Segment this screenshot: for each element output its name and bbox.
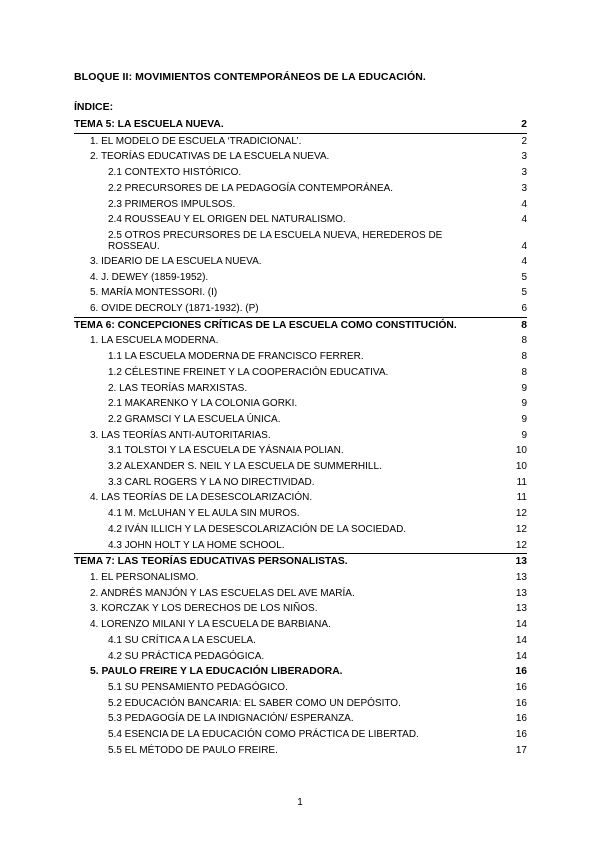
toc-entry xyxy=(74,696,527,712)
toc-page-number: 5 xyxy=(521,271,527,283)
toc-entry xyxy=(74,165,527,181)
toc-page-number: 8 xyxy=(521,335,527,347)
toc-entry-label: 1. EL MODELO DE ESCUELA ‘TRADICIONAL’. xyxy=(90,135,302,147)
toc-entry xyxy=(74,270,527,286)
toc-page-number: 13 xyxy=(515,603,527,615)
toc-page-number: 14 xyxy=(515,619,527,631)
toc-entry xyxy=(74,396,527,412)
toc-page-number: 11 xyxy=(516,492,527,504)
toc-page-number: 12 xyxy=(515,539,527,551)
toc-entry xyxy=(74,490,527,506)
toc-entry xyxy=(74,134,527,150)
toc-page-number: 4 xyxy=(521,214,527,226)
toc-entry xyxy=(74,212,527,228)
toc-entry xyxy=(74,601,527,617)
toc-page-number: 16 xyxy=(515,713,527,725)
toc-entry-label: 3.2 ALEXANDER S. NEIL Y LA ESCUELA DE SUMMERHILL. xyxy=(108,461,382,473)
toc-page-number: 14 xyxy=(515,634,527,646)
toc-entry-label: 5.1 SU PENSAMIENTO PEDAGÓGICO. xyxy=(108,681,288,693)
toc-entry-label: 3. KORCZAK Y LOS DERECHOS DE LOS NIÑOS. xyxy=(90,603,318,615)
toc-entry-label: 4. J. DEWEY (1859-1952). xyxy=(90,271,209,283)
toc-entry xyxy=(74,711,527,727)
toc-entry-label: 2.2 PRECURSORES DE LA PEDAGOGÍA CONTEMPORÁNEA. xyxy=(108,182,394,194)
toc-page-number: 8 xyxy=(521,319,527,331)
index-heading: ÍNDICE: xyxy=(74,101,114,113)
toc-page-number: 6 xyxy=(521,303,527,315)
toc-entry-label: 1. EL PERSONALISMO. xyxy=(90,571,199,583)
toc-page-number: 3 xyxy=(521,182,527,194)
toc-entry-label: 1. LA ESCUELA MODERNA. xyxy=(90,335,219,347)
toc-entry xyxy=(74,365,527,381)
toc-entry-label: 5.2 EDUCACIÓN BANCARIA: EL SABER COMO UN DEPÓSITO. xyxy=(108,697,401,709)
toc-entry-label: 2. LAS TEORÍAS MARXISTAS. xyxy=(108,382,248,394)
toc-entry-label: 1.1 LA ESCUELA MODERNA DE FRANCISCO FERRER. xyxy=(108,351,364,363)
toc-entry xyxy=(74,149,527,165)
toc-entry-label: 3.3 CARL ROGERS Y LA NO DIRECTIVIDAD. xyxy=(108,476,315,488)
toc-page-number: 9 xyxy=(521,382,527,394)
toc-entry-label: 2.1 CONTEXTO HISTÓRICO. xyxy=(108,167,242,179)
toc-page-number: 8 xyxy=(521,351,527,363)
toc-entry-label: 4.1 M. McLUHAN Y EL AULA SIN MUROS. xyxy=(108,508,300,520)
toc-entry-label: TEMA 6: CONCEPCIONES CRÍTICAS DE LA ESCUELA COMO CONSTITUCIÓN. xyxy=(74,319,457,331)
toc-page-number: 2 xyxy=(521,135,527,147)
toc-entry-label: 2.5 OTROS PRECURSORES DE LA ESCUELA NUEVA, HEREDEROS DE ROSSEAU. xyxy=(108,229,443,253)
toc-page-number: 3 xyxy=(521,167,527,179)
toc-entry-label: 5. MARÍA MONTESSORI. (I) xyxy=(90,287,218,299)
toc-entry-label: 4.3 JOHN HOLT Y LA HOME SCHOOL. xyxy=(108,539,285,551)
toc-entry xyxy=(74,412,527,428)
toc-entry xyxy=(74,197,527,213)
toc-page-number: 13 xyxy=(515,556,527,568)
toc-entry xyxy=(74,285,527,301)
toc-entry xyxy=(74,381,527,397)
toc-page-number: 4 xyxy=(521,255,527,267)
table-of-contents xyxy=(74,117,527,758)
toc-page-number: 13 xyxy=(515,587,527,599)
toc-page-number: 3 xyxy=(521,151,527,163)
toc-entry xyxy=(74,649,527,665)
toc-entry xyxy=(74,349,527,365)
toc-entry xyxy=(74,586,527,602)
toc-entry xyxy=(74,522,527,538)
toc-entry xyxy=(74,333,527,349)
toc-entry-label: 6. OVIDE DECROLY (1871-1932). (P) xyxy=(90,303,259,315)
toc-page-number: 16 xyxy=(515,729,527,741)
toc-entry-label: 4.2 SU PRÁCTICA PEDAGÓGICA. xyxy=(108,650,265,662)
toc-page-number: 13 xyxy=(515,571,527,583)
toc-entry xyxy=(74,743,527,759)
toc-page-number: 10 xyxy=(515,461,527,473)
toc-entry-label: TEMA 5: LA ESCUELA NUEVA. xyxy=(74,119,224,130)
toc-page-number: 5 xyxy=(521,287,527,299)
toc-entry xyxy=(74,459,527,475)
toc-entry-label: 4.2 IVÁN ILLICH Y LA DESESCOLARIZACIÓN DE LA SOCIEDAD. xyxy=(108,523,407,535)
toc-entry-label: 4.1 SU CRÍTICA A LA ESCUELA. xyxy=(108,634,256,646)
toc-entry-label: 2. ANDRÉS MANJÓN Y LAS ESCUELAS DEL AVE MARÍA. xyxy=(90,587,355,599)
toc-entry-label: 2.3 PRIMEROS IMPULSOS. xyxy=(108,198,236,210)
toc-entry xyxy=(74,633,527,649)
toc-page-number: 16 xyxy=(515,681,527,693)
toc-entry xyxy=(74,680,527,696)
toc-entry xyxy=(74,664,527,680)
toc-entry xyxy=(74,254,527,270)
toc-entry-label: 3. IDEARIO DE LA ESCUELA NUEVA. xyxy=(90,255,262,267)
toc-page-number: 14 xyxy=(515,650,527,662)
toc-entry xyxy=(74,443,527,459)
toc-entry-label: 4. LAS TEORÍAS DE LA DESESCOLARIZACIÓN. xyxy=(90,492,313,504)
toc-chapter-entry xyxy=(74,317,527,334)
toc-entry xyxy=(74,570,527,586)
toc-entry-label: 2.1 MAKARENKO Y LA COLONIA GORKI. xyxy=(108,398,298,410)
toc-page-number: 16 xyxy=(515,697,527,709)
toc-entry-label: 5.4 ESENCIA DE LA EDUCACIÓN COMO PRÁCTICA DE LIBERTAD. xyxy=(108,729,419,741)
toc-entry xyxy=(74,301,527,317)
toc-page-number: 12 xyxy=(515,508,527,520)
toc-page-number: 9 xyxy=(521,429,527,441)
toc-entry-label: 5. PAULO FREIRE Y LA EDUCACIÓN LIBERADORA. xyxy=(90,666,343,678)
toc-page-number: 16 xyxy=(515,666,527,678)
toc-entry-label: 5.5 EL MÉTODO DE PAULO FREIRE. xyxy=(108,744,278,756)
toc-entry-label: 1.2 CÉLESTINE FREINET Y LA COOPERACIÓN EDUCATIVA. xyxy=(108,366,389,378)
toc-page-number: 2 xyxy=(521,119,527,130)
toc-entry-label: 2.2 GRAMSCI Y LA ESCUELA ÚNICA. xyxy=(108,413,281,425)
toc-page-number: 9 xyxy=(521,413,527,425)
toc-chapter-entry xyxy=(74,117,527,134)
toc-entry-label: 2.4 ROUSSEAU Y EL ORIGEN DEL NATURALISMO. xyxy=(108,214,346,226)
toc-entry-label: 2. TEORÍAS EDUCATIVAS DE LA ESCUELA NUEVA. xyxy=(90,151,330,163)
toc-page-number: 4 xyxy=(521,241,527,253)
toc-entry xyxy=(74,538,527,554)
toc-page-number: 11 xyxy=(516,476,527,488)
toc-entry-label: 3.1 TOLSTOI Y LA ESCUELA DE YÁSNAIA POLIAN. xyxy=(108,445,344,457)
toc-chapter-entry xyxy=(74,553,527,570)
document-title: BLOQUE II: MOVIMIENTOS CONTEMPORÁNEOS DE LA EDUCACIÓN. xyxy=(74,71,426,83)
toc-entry-label: 3. LAS TEORÍAS ANTI-AUTORITARIAS. xyxy=(90,429,271,441)
page-number: 1 xyxy=(297,797,303,808)
toc-page-number: 17 xyxy=(515,744,527,756)
toc-entry-label: 5.3 PEDAGOGÍA DE LA INDIGNACIÓN/ ESPERANZA. xyxy=(108,713,354,725)
toc-entry-label: 4. LORENZO MILANI Y LA ESCUELA DE BARBIANA. xyxy=(90,619,331,631)
toc-entry xyxy=(74,475,527,491)
toc-page-number: 8 xyxy=(521,366,527,378)
toc-page-number: 10 xyxy=(515,445,527,457)
toc-page-number: 9 xyxy=(521,398,527,410)
toc-entry xyxy=(74,617,527,633)
toc-entry xyxy=(74,506,527,522)
toc-entry xyxy=(74,727,527,743)
toc-page-number: 4 xyxy=(521,198,527,210)
toc-page-number: 12 xyxy=(515,523,527,535)
toc-entry xyxy=(74,428,527,444)
toc-entry xyxy=(74,181,527,197)
toc-entry-label: TEMA 7: LAS TEORÍAS EDUCATIVAS PERSONALISTAS. xyxy=(74,556,348,568)
toc-entry xyxy=(74,228,527,254)
